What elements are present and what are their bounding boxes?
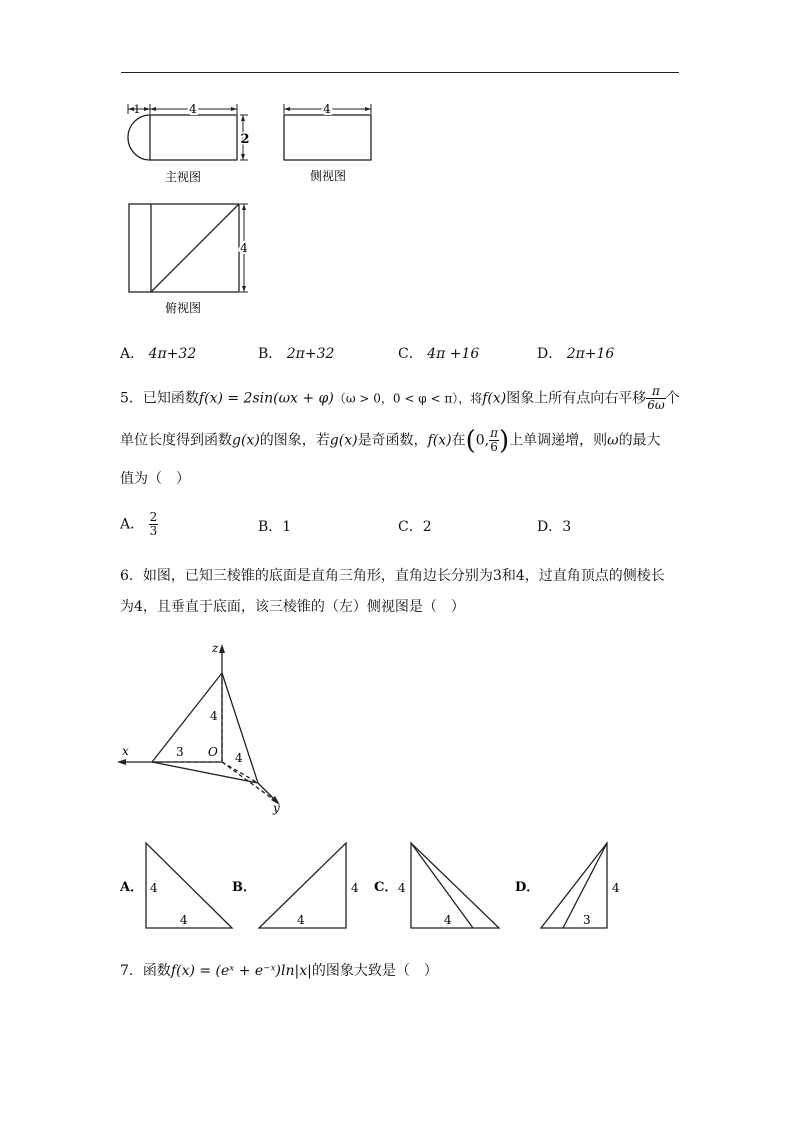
origin-label: O <box>208 745 218 759</box>
q6-line-2: 为4，且垂直于底面，该三棱锥的（左）侧视图是（ ） <box>120 599 465 615</box>
option-text: 2π+32 <box>286 346 335 362</box>
q7-text: 的图象大致是（ ） <box>311 963 438 979</box>
q6-line-1: 6．如图，已知三棱锥的底面是直角三角形，直角边长分别为3和4，过直角顶点的侧棱长 <box>120 568 665 584</box>
option-text: 2π+16 <box>566 346 615 362</box>
q5-option-a-fraction: $\frac{2}{3}$ <box>149 510 158 538</box>
q5-shift-fraction: $\frac{\pi}{6\omega}$ <box>647 384 665 412</box>
q5-option-a: A． $\frac{2}{3}$ <box>120 510 158 538</box>
axis-z-label: z <box>212 641 219 655</box>
q7-text: 函数 <box>142 963 171 979</box>
q5-text: 已知函数 <box>142 390 199 407</box>
edge-4-base-label: 4 <box>235 751 243 765</box>
question-number: 5． <box>120 390 143 407</box>
q6-option-a-bottom: 4 <box>180 913 188 927</box>
option-letter: A． <box>120 346 145 362</box>
front-view-label: 主视图 <box>164 170 202 184</box>
q6-option-d-bottom: 3 <box>583 913 591 927</box>
q5-text: 在 <box>451 432 466 449</box>
top-dim-4-label: 4 <box>240 241 248 255</box>
q5-interval-left: 0, <box>475 432 490 449</box>
q5-formula: f(x) = 2sin(ωx + φ) <box>198 390 334 407</box>
q6-option-d-letter: D． <box>515 880 540 895</box>
interval-close-paren: ) <box>498 425 510 456</box>
q5-text: 图象上所有点向右平移 <box>506 390 647 407</box>
axis-x-label: x <box>122 744 129 758</box>
q5-gx: g(x) <box>232 432 260 449</box>
option-text: 4π +16 <box>427 346 480 362</box>
q6-option-a-letter: A． <box>120 880 144 895</box>
option-letter: C． <box>398 346 423 362</box>
q5-gx: g(x) <box>329 432 358 449</box>
q6-option-d-figure <box>541 843 607 928</box>
q6-option-b-bottom: 4 <box>297 913 305 927</box>
side-view-label: 侧视图 <box>309 169 347 183</box>
q6-option-b-letter: B． <box>232 880 256 895</box>
q6-option-a-side: 4 <box>150 881 158 895</box>
q6-option-a-figure <box>146 843 232 928</box>
q7-formula: f(x) = (eˣ + e⁻ˣ)ln|x| <box>170 963 312 979</box>
q6-option-c-side: 4 <box>398 881 406 895</box>
q6-option-c-bottom: 4 <box>444 913 452 927</box>
edge-4-vertical-label: 4 <box>210 709 218 723</box>
q5-fx: f(x) <box>427 432 452 449</box>
q6-option-c-figure <box>411 843 499 928</box>
q5-line-3: 值为（ ） <box>120 471 190 487</box>
q6-option-d-side: 4 <box>612 881 620 895</box>
option-text: 4π+32 <box>148 346 197 362</box>
top-view-label: 俯视图 <box>164 301 202 315</box>
q5-text: 的图象，若 <box>259 432 330 449</box>
q5-omega: ω <box>607 432 619 449</box>
edge-3-label: 3 <box>176 745 184 759</box>
q6-option-c-letter: C． <box>374 880 398 895</box>
option-letter: D． <box>537 346 563 362</box>
option-letter: B． <box>258 346 283 362</box>
q5-option-c: C．2 <box>398 519 432 535</box>
q5-option-b: B．1 <box>258 519 292 535</box>
q5-text: 是奇函数， <box>357 432 428 449</box>
q5-text: 上单调递增，则 <box>509 432 608 449</box>
dim-4-label: 4 <box>189 102 197 116</box>
q5-interval-fraction: $\frac{\pi}{6}$ <box>490 426 498 454</box>
q5-condition: （ω > 0，0 < φ < π），将 <box>333 391 483 406</box>
q5-text: 个 <box>665 390 680 407</box>
dim-2-label: 2 <box>240 132 250 147</box>
q5-text: 的最大 <box>618 432 661 449</box>
q6-option-b-side: 4 <box>351 881 359 895</box>
q5-fx: f(x) <box>482 390 507 407</box>
q7-line <box>120 960 438 980</box>
axis-y-label: y <box>273 801 280 815</box>
dim-1-label: 1 <box>133 103 141 116</box>
q5-text: 单位长度得到函数 <box>120 432 232 449</box>
question-number: 7． <box>120 963 143 979</box>
q5-option-d: D．3 <box>537 519 572 535</box>
interval-open-paren: ( <box>465 425 476 456</box>
side-dim-4-label: 4 <box>323 102 331 116</box>
